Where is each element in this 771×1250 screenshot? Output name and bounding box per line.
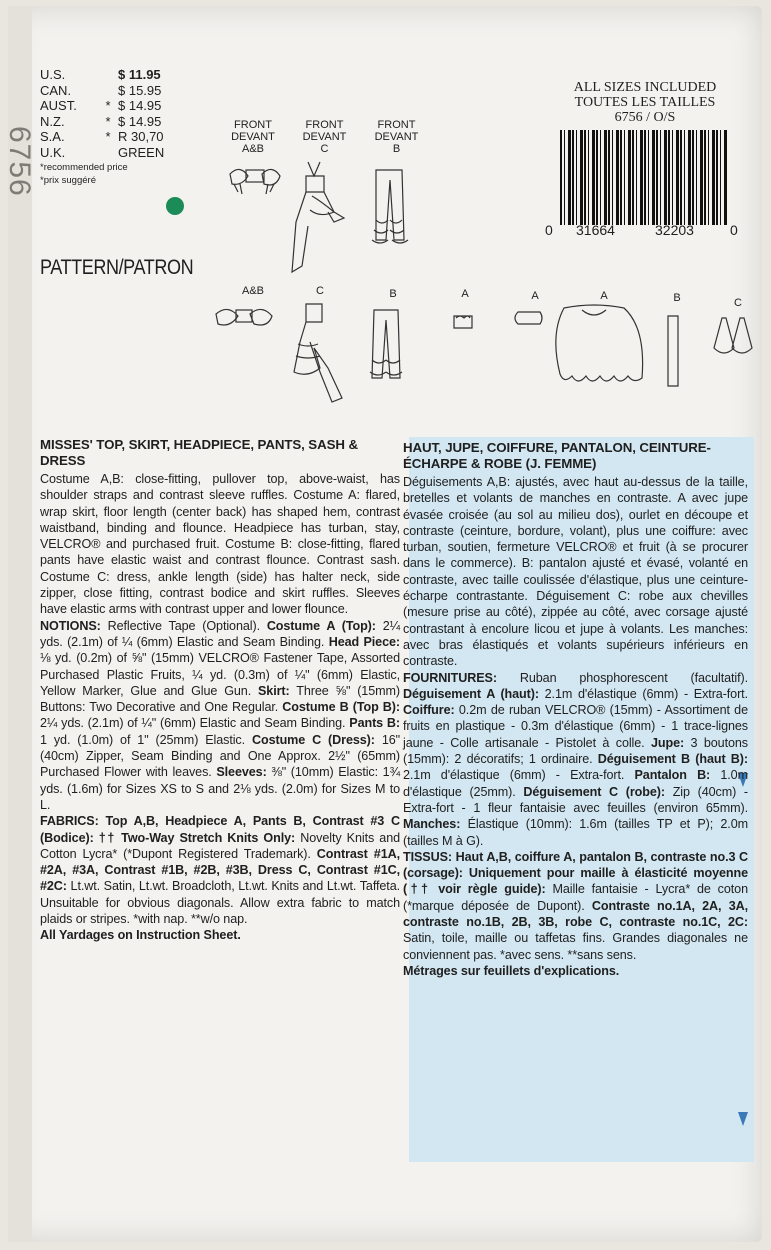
- price-row: U.K. GREEN: [40, 144, 165, 160]
- view-label-front-c: FRONT DEVANT C: [302, 119, 347, 155]
- view-label-piece-b: B: [673, 292, 681, 304]
- view-label-back-ab: A&B: [241, 285, 264, 297]
- french-tissus: TISSUS: Haut A,B, coiffure A, pantalon B, contraste no.3 C (corsage): Uniquement pour maille à élasticité moyenne (†† voir règle guide): Maille fantaisie - Lycra* de coton (*marque déposée de Dupont). Contraste no.1A, 2A, 3A, contraste no.1B, 2B, 3B, robe C, contraste no.1C, 2C: Satin, toile, maille ou taffetas fins. Grandes diagonales ne conviennent pas. *avec sens. **sans sens.: [403, 849, 748, 962]
- sizes-block: [555, 80, 735, 125]
- green-price-dot: [166, 197, 184, 215]
- english-title: MISSES' TOP, SKIRT, HEADPIECE, PANTS, SASH & DRESS: [40, 437, 358, 468]
- french-title: HAUT, JUPE, COIFFURE, PANTALON, CEINTURE-ÉCHARPE & ROBE (J. FEMME): [403, 440, 711, 471]
- size-code: 6756 / O/S: [614, 110, 676, 125]
- price-row: U.S. $ 11.95: [40, 67, 161, 82]
- pattern-number-edge: 6756: [3, 126, 36, 197]
- english-notions: NOTIONS: Reflective Tape (Optional). Costume A (Top): 2¼ yds. (2.1m) of ¼ (6mm) Elastic and Seam Binding. Head Piece: ⅛ yd. (0.2m) of ⅝" (15mm) VELCRO® Fastener Tape, Assorted Purchased Plastic Fruits, ¼ yd. (0.3m) of ¼" (6mm) Elastic, Yellow Marker, Glue and Glue Gun. Skirt: Three ⅝" (15mm) Buttons: Two Decorative and One Regular. Costume B (Top B): 2¼ yds. (2.1m) of ¼" (6mm) Elastic and Seam Binding. Pants B: 1 yd. (1.0m) of 1" (25mm) Elastic. Costume C (Dress): 16" (40cm) Zipper, Seam Binding and One Approx. 2½" (65mm) Purchased Flower with leaves. Sleeves: ⅜" (10mm) Elastic: 1¾ yds. (1.6m) for Sizes XS to S and 2⅛ yds. (2.0m) for Sizes M to L.: [40, 618, 401, 812]
- recommended-price-note: *recommended price: [40, 162, 128, 173]
- english-column: [40, 437, 400, 944]
- view-label-back-c: C: [316, 285, 324, 297]
- price-list: [40, 67, 180, 186]
- view-label-piece-a3: A: [600, 290, 608, 302]
- view-label-piece-a1: A: [461, 288, 469, 300]
- view-label-front-b: FRONT DEVANT B: [374, 119, 419, 155]
- view-label-back-b: B: [389, 288, 397, 300]
- price-row: CAN. $ 15.95: [40, 82, 162, 98]
- price-row: S.A. * R 30,70: [40, 129, 164, 144]
- price-row: AUST. * $ 14.95: [40, 98, 162, 113]
- english-fabrics: FABRICS: Top A,B, Headpiece A, Pants B, Contrast #3 C (Bodice): †† Two-Way Stretch Knits Only: Novelty Knits and Cotton Lycra* (*Dupont Registered Trademark). Contrast #1A, #2A, #3A, Contrast #1B, #2B, #3B, Dress C, Contrast #1C, #2C: Lt.wt. Satin, Lt.wt. Broadcloth, Lt.wt. Knits and Lt.wt. Taffeta. Unsuitable for obvious diagonals. Allow extra fabric to match plaids or stripes. *with nap. **w/o nap.: [40, 814, 401, 927]
- pattern-label: PATTERN/PATRON: [40, 256, 194, 279]
- french-metrage-note: Métrages sur feuillets d'explications.: [403, 963, 620, 978]
- view-label-piece-a2: A: [531, 290, 539, 302]
- barcode: [560, 130, 728, 225]
- french-column: [403, 440, 748, 979]
- price-row: N.Z. * $ 14.95: [40, 113, 162, 129]
- suggested-price-note: *prix suggéré: [40, 175, 96, 186]
- view-label-piece-c: C: [734, 297, 742, 309]
- front-view-illustrations: [220, 160, 440, 280]
- view-label-front-ab: FRONT DEVANT A&B: [231, 119, 275, 155]
- all-sizes-label: ALL SIZES INCLUDED: [573, 80, 717, 95]
- blue-arrow-mark: [738, 1112, 748, 1126]
- back-view-illustrations: [210, 300, 758, 405]
- french-description: Déguisements A,B: ajustés, avec haut au-dessus de la taille, bretelles et volants de manches en contraste. A avec jupe évasée croisée (au sol au milieu dos), ourlet en découpe et contraste (ceinture, bordure, volant), plus une coiffure: avec turban, soutien, fermeture VELCRO® et fruit (à se procurer dans le commerce). B: pantalon ajusté et évasé, volanté en contraste, avec taille coulissée d'élastique, plus une ceinture-écharpe contrastante. Déguisement C: robe aux chevilles (mesure prise au côté), zippée au côté, avec corsage ajusté contrastant à encolure licou et jupe à volants. Les manches: avec bras élastiqués et volants supérieurs inférieurs en contraste.: [403, 475, 748, 669]
- french-fournitures: FOURNITURES: Ruban phosphorescent (facultatif). Déguisement A (haut): 2.1m d'élastique (6mm) - Extra-fort. Coiffure: 0.2m de ruban VELCRO® (15mm) - Assortiment de fruits en plastique - 0.3m d'élastique (6mm) - 1 trace-lignes jaune - Colle artisanale - Pistolet à colle. Jupe: 3 boutons (15mm): 2 décoratifs; 1 ordinaire. Déguisement B (haut B): 2.1m d'élastique (6mm) - Extra-fort. Pantalon B: 1.0m d'élastique (25mm). Déguisement C (robe): Zip (40cm) - Extra-fort - 1 fleur fantaisie avec feuilles (environ 65mm). Manches: Élastique (10mm): 1.6m (tailles TP et P); 2.0m (tailles M à G).: [403, 670, 749, 848]
- english-yardage-note: All Yardages on Instruction Sheet.: [40, 928, 241, 943]
- toutes-tailles-label: TOUTES LES TAILLES: [574, 95, 716, 110]
- english-description: Costume A,B: close-fitting, pullover top, above-waist, has shoulder straps and contrast sleeve ruffles. Costume A: flared, wrap skirt, floor length (center back) has shaped hem, contrast waistband, binding and flounce. Headpiece has turban, stay, VELCRO® and purchased fruit. Costume B: close-fitting, flared pants have elastic waist and contrast flounce. Contrast sash. Costume C: dress, ankle length (side) has halter neck, side zipper, close fitting, contrast bodice and skirt ruffles. Sleeves have elastic arms with contrast upper and lower flounce.: [40, 472, 400, 617]
